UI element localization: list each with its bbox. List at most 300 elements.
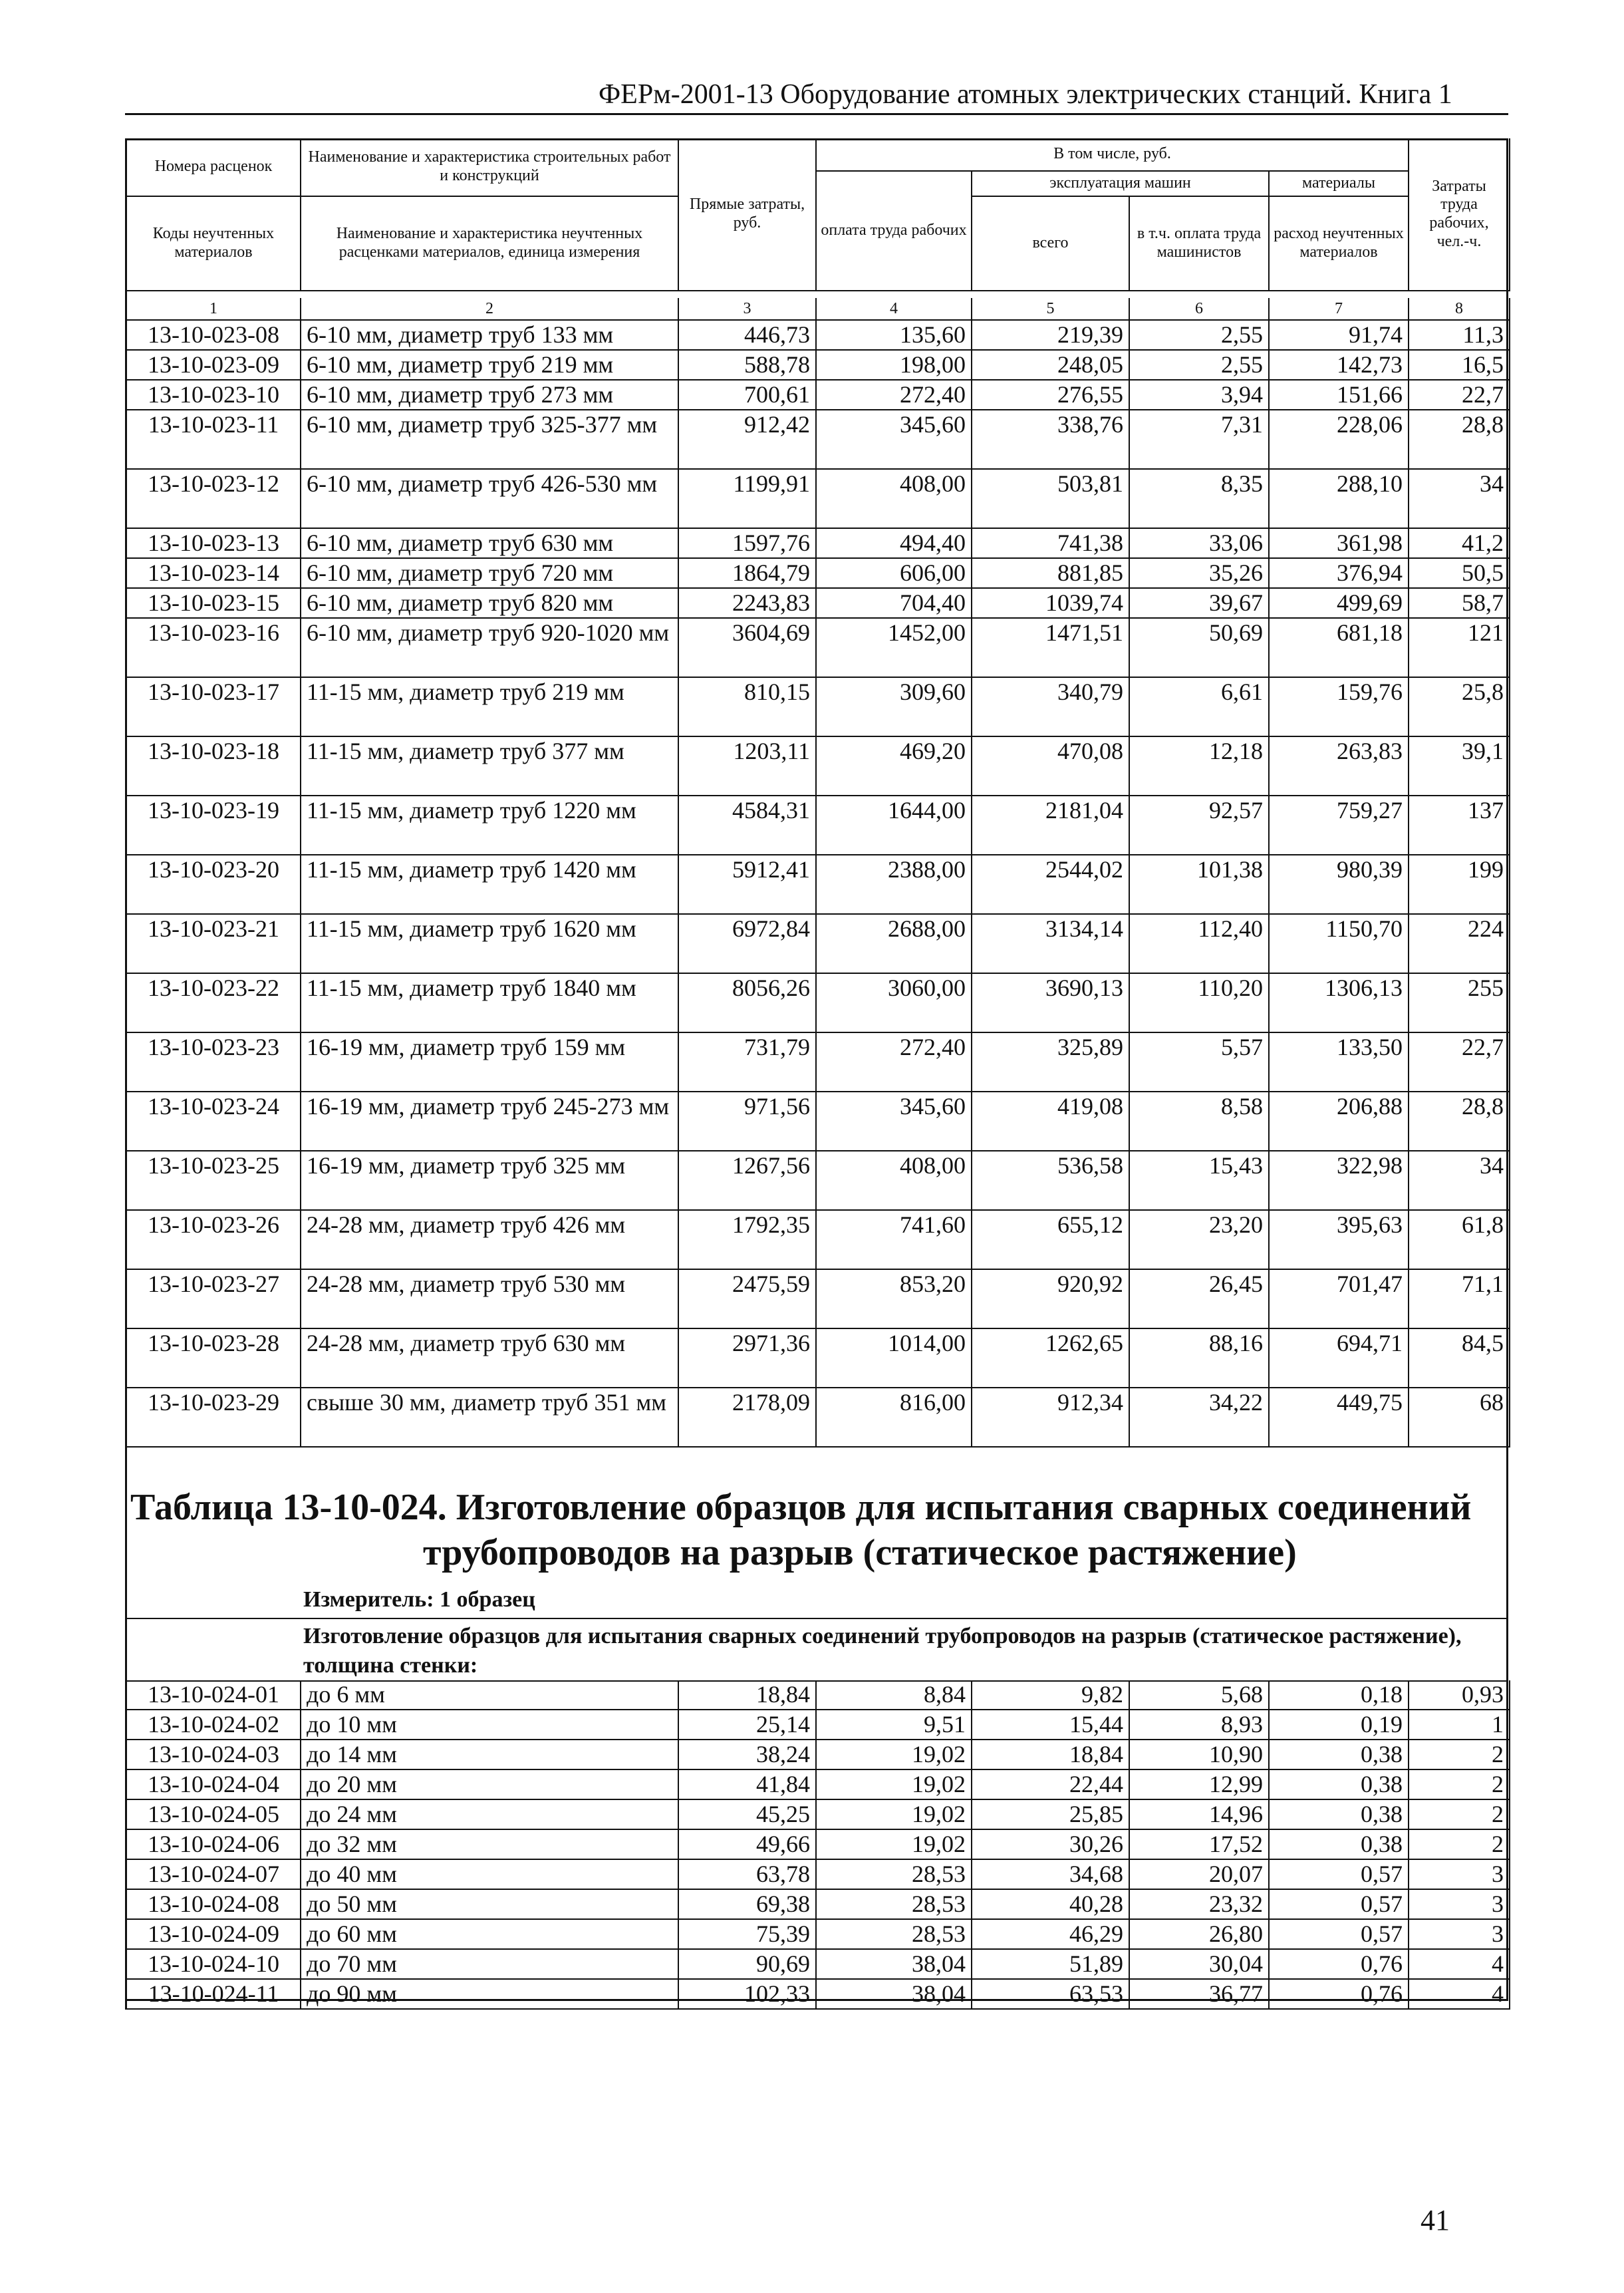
- cell-mat: 0,57: [1270, 1920, 1409, 1950]
- cell-mat: 1150,70: [1270, 915, 1409, 974]
- cell-name: 24-28 мм, диаметр труб 630 мм: [301, 1329, 679, 1388]
- cell-oper: 12,18: [1130, 737, 1270, 796]
- cell-name: 11-15 мм, диаметр труб 1620 мм: [301, 915, 679, 974]
- cell-name: 16-19 мм, диаметр труб 159 мм: [301, 1033, 679, 1092]
- cell-mach: 3690,13: [972, 974, 1130, 1033]
- column-number: 8: [1409, 298, 1510, 321]
- cell-wages: 2688,00: [817, 915, 972, 974]
- cell-labor: 2: [1409, 1830, 1510, 1860]
- cell-mach: 248,05: [972, 351, 1130, 381]
- cell-mach: 51,89: [972, 1950, 1130, 1980]
- cell-mach: 503,81: [972, 470, 1130, 529]
- cell-oper: 2,55: [1130, 351, 1270, 381]
- table-row: [125, 796, 1508, 855]
- cell-oper: 50,69: [1130, 619, 1270, 678]
- cell-mach: 419,08: [972, 1092, 1130, 1151]
- cell-labor: 199: [1409, 855, 1510, 915]
- cell-labor: 11,3: [1409, 321, 1510, 351]
- table-row: [125, 1770, 1508, 1800]
- cell-labor: 71,1: [1409, 1270, 1510, 1329]
- cell-code: 13-10-024-02: [127, 1710, 301, 1740]
- table-header: [125, 138, 1508, 298]
- table-row: [125, 1740, 1508, 1770]
- cell-labor: 3: [1409, 1920, 1510, 1950]
- cell-code: 13-10-023-11: [127, 410, 301, 470]
- cell-mach: 30,26: [972, 1830, 1130, 1860]
- cell-name: 11-15 мм, диаметр труб 1840 мм: [301, 974, 679, 1033]
- cell-direct: 912,42: [679, 410, 817, 470]
- cell-wages: 408,00: [817, 470, 972, 529]
- header-wages: оплата труда рабочих: [817, 172, 972, 291]
- cell-mat: 0,19: [1270, 1710, 1409, 1740]
- cell-code: 13-10-024-05: [127, 1800, 301, 1830]
- cell-code: 13-10-023-17: [127, 678, 301, 737]
- measure-rule: [125, 1618, 1508, 1619]
- cell-code: 13-10-023-08: [127, 321, 301, 351]
- cell-wages: 272,40: [817, 1033, 972, 1092]
- cell-labor: 28,8: [1409, 1092, 1510, 1151]
- cell-labor: 28,8: [1409, 410, 1510, 470]
- table-row: [125, 1950, 1508, 1980]
- cell-name: до 50 мм: [301, 1890, 679, 1920]
- cell-labor: 1: [1409, 1710, 1510, 1740]
- cell-name: 24-28 мм, диаметр труб 426 мм: [301, 1211, 679, 1270]
- cell-oper: 35,26: [1130, 559, 1270, 589]
- cell-name: 6-10 мм, диаметр труб 630 мм: [301, 529, 679, 559]
- cell-oper: 8,58: [1130, 1092, 1270, 1151]
- cell-direct: 18,84: [679, 1680, 817, 1710]
- cell-mat: 159,76: [1270, 678, 1409, 737]
- cell-direct: 38,24: [679, 1740, 817, 1770]
- cell-wages: 853,20: [817, 1270, 972, 1329]
- cell-wages: 1014,00: [817, 1329, 972, 1388]
- cell-name: до 70 мм: [301, 1950, 679, 1980]
- cell-direct: 2243,83: [679, 589, 817, 619]
- table-row: [125, 529, 1508, 559]
- cell-labor: 255: [1409, 974, 1510, 1033]
- cell-name: 6-10 мм, диаметр труб 325-377 мм: [301, 410, 679, 470]
- cell-mat: 133,50: [1270, 1033, 1409, 1092]
- cell-direct: 45,25: [679, 1800, 817, 1830]
- cell-direct: 1864,79: [679, 559, 817, 589]
- cell-code: 13-10-023-15: [127, 589, 301, 619]
- table-row: [125, 1329, 1508, 1388]
- cell-wages: 38,04: [817, 1950, 972, 1980]
- table-row: [125, 559, 1508, 589]
- table-row: [125, 381, 1508, 410]
- cell-name: до 24 мм: [301, 1800, 679, 1830]
- header-unaccounted: расход неучтенных материалов: [1270, 197, 1409, 291]
- cell-mat: 0,76: [1270, 1980, 1409, 2010]
- cell-mat: 0,38: [1270, 1800, 1409, 1830]
- cell-code: 13-10-023-09: [127, 351, 301, 381]
- cell-labor: 3: [1409, 1890, 1510, 1920]
- cell-wages: 606,00: [817, 559, 972, 589]
- cell-labor: 25,8: [1409, 678, 1510, 737]
- cell-oper: 23,32: [1130, 1890, 1270, 1920]
- cell-mach: 1262,65: [972, 1329, 1130, 1388]
- column-number: 3: [679, 298, 817, 321]
- cell-name: до 14 мм: [301, 1740, 679, 1770]
- cell-labor: 2: [1409, 1800, 1510, 1830]
- header-direct-costs: Прямые затраты, руб.: [679, 138, 817, 291]
- cell-code: 13-10-023-19: [127, 796, 301, 855]
- cell-labor: 22,7: [1409, 1033, 1510, 1092]
- cell-code: 13-10-023-29: [127, 1388, 301, 1448]
- cell-wages: 198,00: [817, 351, 972, 381]
- cell-wages: 345,60: [817, 410, 972, 470]
- cell-mach: 1039,74: [972, 589, 1130, 619]
- cell-wages: 1644,00: [817, 796, 972, 855]
- header-total: всего: [972, 197, 1130, 291]
- cell-name: свыше 30 мм, диаметр труб 351 мм: [301, 1388, 679, 1448]
- cell-direct: 2971,36: [679, 1329, 817, 1388]
- cell-code: 13-10-024-11: [127, 1980, 301, 2010]
- header-codes-top: Номера расценок: [127, 138, 301, 197]
- cell-oper: 10,90: [1130, 1740, 1270, 1770]
- cell-mat: 91,74: [1270, 321, 1409, 351]
- cell-direct: 1597,76: [679, 529, 817, 559]
- cell-name: до 90 мм: [301, 1980, 679, 2010]
- cell-mach: 470,08: [972, 737, 1130, 796]
- table-row: [125, 589, 1508, 619]
- cell-code: 13-10-024-01: [127, 1680, 301, 1710]
- table-row: [125, 1680, 1508, 1710]
- cell-mach: 2544,02: [972, 855, 1130, 915]
- cell-direct: 25,14: [679, 1710, 817, 1740]
- cell-direct: 8056,26: [679, 974, 817, 1033]
- table2-title-line1: Таблица 13-10-024. Изготовление образцов для испытания сварных соединений: [130, 1487, 1472, 1528]
- cell-wages: 309,60: [817, 678, 972, 737]
- cell-direct: 731,79: [679, 1033, 817, 1092]
- cell-direct: 2475,59: [679, 1270, 817, 1329]
- table2-title-line2: трубопроводов на разрыв (статическое растяжение): [423, 1532, 1297, 1573]
- cell-code: 13-10-023-20: [127, 855, 301, 915]
- table-row: [125, 321, 1508, 351]
- cell-wages: 345,60: [817, 1092, 972, 1151]
- column-number: 5: [972, 298, 1130, 321]
- cell-wages: 494,40: [817, 529, 972, 559]
- cell-code: 13-10-023-13: [127, 529, 301, 559]
- table-row: [125, 1830, 1508, 1860]
- cell-mach: 920,92: [972, 1270, 1130, 1329]
- cell-oper: 8,35: [1130, 470, 1270, 529]
- cell-mach: 22,44: [972, 1770, 1130, 1800]
- header-rule: [125, 113, 1508, 115]
- cell-mach: 3134,14: [972, 915, 1130, 974]
- cell-oper: 34,22: [1130, 1388, 1270, 1448]
- cell-mach: 25,85: [972, 1800, 1130, 1830]
- cell-labor: 58,7: [1409, 589, 1510, 619]
- cell-direct: 4584,31: [679, 796, 817, 855]
- cell-labor: 68: [1409, 1388, 1510, 1448]
- cell-labor: 2: [1409, 1740, 1510, 1770]
- cell-oper: 17,52: [1130, 1830, 1270, 1860]
- cell-oper: 2,55: [1130, 321, 1270, 351]
- cell-labor: 22,7: [1409, 381, 1510, 410]
- cell-mach: 536,58: [972, 1151, 1130, 1211]
- cell-wages: 38,04: [817, 1980, 972, 2010]
- cell-code: 13-10-024-03: [127, 1740, 301, 1770]
- cell-mat: 395,63: [1270, 1211, 1409, 1270]
- column-number: 2: [301, 298, 679, 321]
- header-labor: Затраты труда рабочих, чел.-ч.: [1409, 138, 1510, 291]
- cell-wages: 704,40: [817, 589, 972, 619]
- cell-mach: 9,82: [972, 1680, 1130, 1710]
- cell-wages: 3060,00: [817, 974, 972, 1033]
- table-row: [125, 855, 1508, 915]
- cell-mat: 0,57: [1270, 1860, 1409, 1890]
- cell-wages: 19,02: [817, 1740, 972, 1770]
- table-row: [125, 1860, 1508, 1890]
- cell-code: 13-10-023-26: [127, 1211, 301, 1270]
- cell-mat: 980,39: [1270, 855, 1409, 915]
- cell-direct: 90,69: [679, 1950, 817, 1980]
- cell-mat: 0,38: [1270, 1830, 1409, 1860]
- cell-mach: 15,44: [972, 1710, 1130, 1740]
- cell-mat: 0,57: [1270, 1890, 1409, 1920]
- cell-mach: 2181,04: [972, 796, 1130, 855]
- cell-mach: 325,89: [972, 1033, 1130, 1092]
- cell-mach: 741,38: [972, 529, 1130, 559]
- column-number: 1: [127, 298, 301, 321]
- cell-mach: 655,12: [972, 1211, 1130, 1270]
- cell-code: 13-10-024-04: [127, 1770, 301, 1800]
- cell-mach: 63,53: [972, 1980, 1130, 2010]
- table-row: [125, 1710, 1508, 1740]
- cell-name: 11-15 мм, диаметр труб 1420 мм: [301, 855, 679, 915]
- section-heading: Изготовление образцов для испытания сварных соединений трубопроводов на разрыв (статическое растяжение), толщина стенки:: [303, 1624, 1462, 1678]
- cell-direct: 971,56: [679, 1092, 817, 1151]
- cell-mat: 759,27: [1270, 796, 1409, 855]
- cell-name: 11-15 мм, диаметр труб 219 мм: [301, 678, 679, 737]
- cell-mach: 338,76: [972, 410, 1130, 470]
- cell-mat: 288,10: [1270, 470, 1409, 529]
- cell-wages: 2388,00: [817, 855, 972, 915]
- cell-code: 13-10-023-14: [127, 559, 301, 589]
- cell-direct: 1199,91: [679, 470, 817, 529]
- cell-code: 13-10-023-21: [127, 915, 301, 974]
- cell-code: 13-10-023-27: [127, 1270, 301, 1329]
- cell-mat: 681,18: [1270, 619, 1409, 678]
- cell-code: 13-10-023-25: [127, 1151, 301, 1211]
- cell-direct: 810,15: [679, 678, 817, 737]
- cell-labor: 4: [1409, 1980, 1510, 2010]
- cell-mach: 46,29: [972, 1920, 1130, 1950]
- cell-name: 6-10 мм, диаметр труб 720 мм: [301, 559, 679, 589]
- cell-name: до 32 мм: [301, 1830, 679, 1860]
- cell-name: 6-10 мм, диаметр труб 426-530 мм: [301, 470, 679, 529]
- cell-mach: 912,34: [972, 1388, 1130, 1448]
- table-row: [125, 1890, 1508, 1920]
- cell-direct: 41,84: [679, 1770, 817, 1800]
- cell-direct: 63,78: [679, 1860, 817, 1890]
- cell-code: 13-10-023-18: [127, 737, 301, 796]
- table-row: [125, 1151, 1508, 1211]
- cell-mach: 881,85: [972, 559, 1130, 589]
- cell-labor: 39,1: [1409, 737, 1510, 796]
- cell-mat: 701,47: [1270, 1270, 1409, 1329]
- cell-labor: 16,5: [1409, 351, 1510, 381]
- cell-labor: 61,8: [1409, 1211, 1510, 1270]
- table-row: [125, 1800, 1508, 1830]
- table-row: [125, 1270, 1508, 1329]
- table-row: [125, 915, 1508, 974]
- header-machines: эксплуатация машин: [972, 172, 1270, 197]
- table-row: [125, 737, 1508, 796]
- cell-oper: 92,57: [1130, 796, 1270, 855]
- cell-mach: 276,55: [972, 381, 1130, 410]
- column-number: 7: [1270, 298, 1409, 321]
- cell-code: 13-10-023-16: [127, 619, 301, 678]
- cell-wages: 1452,00: [817, 619, 972, 678]
- cell-wages: 9,51: [817, 1710, 972, 1740]
- cell-oper: 30,04: [1130, 1950, 1270, 1980]
- cell-labor: 4: [1409, 1950, 1510, 1980]
- cell-labor: 137: [1409, 796, 1510, 855]
- table-row: [125, 1980, 1508, 2010]
- cell-labor: 121: [1409, 619, 1510, 678]
- cell-labor: 224: [1409, 915, 1510, 974]
- cell-mat: 376,94: [1270, 559, 1409, 589]
- cell-oper: 5,57: [1130, 1033, 1270, 1092]
- cell-oper: 26,80: [1130, 1920, 1270, 1950]
- cell-mat: 0,38: [1270, 1740, 1409, 1770]
- cell-direct: 49,66: [679, 1830, 817, 1860]
- cell-name: до 20 мм: [301, 1770, 679, 1800]
- cell-wages: 19,02: [817, 1800, 972, 1830]
- cell-oper: 6,61: [1130, 678, 1270, 737]
- cell-direct: 69,38: [679, 1890, 817, 1920]
- cell-mat: 694,71: [1270, 1329, 1409, 1388]
- cell-oper: 12,99: [1130, 1770, 1270, 1800]
- cell-oper: 101,38: [1130, 855, 1270, 915]
- cell-oper: 88,16: [1130, 1329, 1270, 1388]
- cell-oper: 112,40: [1130, 915, 1270, 974]
- cell-code: 13-10-024-08: [127, 1890, 301, 1920]
- cell-wages: 19,02: [817, 1830, 972, 1860]
- cell-name: 16-19 мм, диаметр труб 325 мм: [301, 1151, 679, 1211]
- cell-code: 13-10-023-22: [127, 974, 301, 1033]
- cell-mat: 206,88: [1270, 1092, 1409, 1151]
- cell-mach: 18,84: [972, 1740, 1130, 1770]
- cell-direct: 2178,09: [679, 1388, 817, 1448]
- cell-direct: 1267,56: [679, 1151, 817, 1211]
- header-materials: материалы: [1270, 172, 1409, 197]
- header-name-top: Наименование и характеристика строительных работ и конструкций: [301, 138, 679, 197]
- table-row: [125, 410, 1508, 470]
- header-operators: в т.ч. оплата труда машинистов: [1130, 197, 1270, 291]
- table-row: [125, 351, 1508, 381]
- cell-code: 13-10-023-24: [127, 1092, 301, 1151]
- cell-labor: 84,5: [1409, 1329, 1510, 1388]
- cell-direct: 6972,84: [679, 915, 817, 974]
- table-row: [125, 1388, 1508, 1448]
- cell-name: 24-28 мм, диаметр труб 530 мм: [301, 1270, 679, 1329]
- cell-mach: 34,68: [972, 1860, 1130, 1890]
- cell-mat: 142,73: [1270, 351, 1409, 381]
- cell-mat: 0,18: [1270, 1680, 1409, 1710]
- table-row: [125, 1920, 1508, 1950]
- cell-mach: 340,79: [972, 678, 1130, 737]
- cell-oper: 110,20: [1130, 974, 1270, 1033]
- cell-oper: 23,20: [1130, 1211, 1270, 1270]
- cell-name: 6-10 мм, диаметр труб 133 мм: [301, 321, 679, 351]
- cell-wages: 28,53: [817, 1920, 972, 1950]
- column-number: 6: [1130, 298, 1270, 321]
- cell-labor: 50,5: [1409, 559, 1510, 589]
- cell-oper: 5,68: [1130, 1680, 1270, 1710]
- cell-wages: 19,02: [817, 1770, 972, 1800]
- cell-name: до 40 мм: [301, 1860, 679, 1890]
- cell-labor: 34: [1409, 1151, 1510, 1211]
- cell-code: 13-10-023-28: [127, 1329, 301, 1388]
- cell-oper: 33,06: [1130, 529, 1270, 559]
- cell-code: 13-10-023-10: [127, 381, 301, 410]
- table-row: [125, 1092, 1508, 1151]
- header-name-bottom: Наименование и характеристика неучтенных расценками материалов, единица измерения: [301, 197, 679, 291]
- cell-code: 13-10-023-12: [127, 470, 301, 529]
- cell-name: 6-10 мм, диаметр труб 273 мм: [301, 381, 679, 410]
- cell-labor: 3: [1409, 1860, 1510, 1890]
- cell-name: 11-15 мм, диаметр труб 377 мм: [301, 737, 679, 796]
- cell-direct: 102,33: [679, 1980, 817, 2010]
- cell-mach: 219,39: [972, 321, 1130, 351]
- table-row: [125, 619, 1508, 678]
- cell-mat: 499,69: [1270, 589, 1409, 619]
- cell-oper: 36,77: [1130, 1980, 1270, 2010]
- column-number: 4: [817, 298, 972, 321]
- cell-oper: 15,43: [1130, 1151, 1270, 1211]
- page-header: ФЕРм-2001-13 Оборудование атомных электрических станций. Книга 1: [599, 79, 1452, 110]
- header-including: В том числе, руб.: [817, 138, 1409, 172]
- cell-mat: 361,98: [1270, 529, 1409, 559]
- cell-code: 13-10-024-09: [127, 1920, 301, 1950]
- cell-wages: 28,53: [817, 1890, 972, 1920]
- cell-code: 13-10-023-23: [127, 1033, 301, 1092]
- cell-direct: 588,78: [679, 351, 817, 381]
- cell-code: 13-10-024-10: [127, 1950, 301, 1980]
- cell-name: 16-19 мм, диаметр труб 245-273 мм: [301, 1092, 679, 1151]
- table-row: [125, 470, 1508, 529]
- cell-direct: 446,73: [679, 321, 817, 351]
- cell-mat: 0,76: [1270, 1950, 1409, 1980]
- cell-oper: 39,67: [1130, 589, 1270, 619]
- cell-wages: 272,40: [817, 381, 972, 410]
- measure-unit: Измеритель: 1 образец: [303, 1587, 535, 1612]
- cell-wages: 469,20: [817, 737, 972, 796]
- cell-labor: 41,2: [1409, 529, 1510, 559]
- cell-wages: 135,60: [817, 321, 972, 351]
- cell-mat: 263,83: [1270, 737, 1409, 796]
- cell-wages: 408,00: [817, 1151, 972, 1211]
- cell-code: 13-10-024-06: [127, 1830, 301, 1860]
- cell-mat: 228,06: [1270, 410, 1409, 470]
- cell-oper: 7,31: [1130, 410, 1270, 470]
- cell-labor: 34: [1409, 470, 1510, 529]
- cell-name: до 60 мм: [301, 1920, 679, 1950]
- cell-direct: 700,61: [679, 381, 817, 410]
- table-row: [125, 1211, 1508, 1270]
- cell-name: 6-10 мм, диаметр труб 219 мм: [301, 351, 679, 381]
- cell-direct: 75,39: [679, 1920, 817, 1950]
- table-row: [125, 1033, 1508, 1092]
- cell-mat: 0,38: [1270, 1770, 1409, 1800]
- cell-name: 6-10 мм, диаметр труб 820 мм: [301, 589, 679, 619]
- cell-oper: 14,96: [1130, 1800, 1270, 1830]
- cell-name: 11-15 мм, диаметр труб 1220 мм: [301, 796, 679, 855]
- cell-code: 13-10-024-07: [127, 1860, 301, 1890]
